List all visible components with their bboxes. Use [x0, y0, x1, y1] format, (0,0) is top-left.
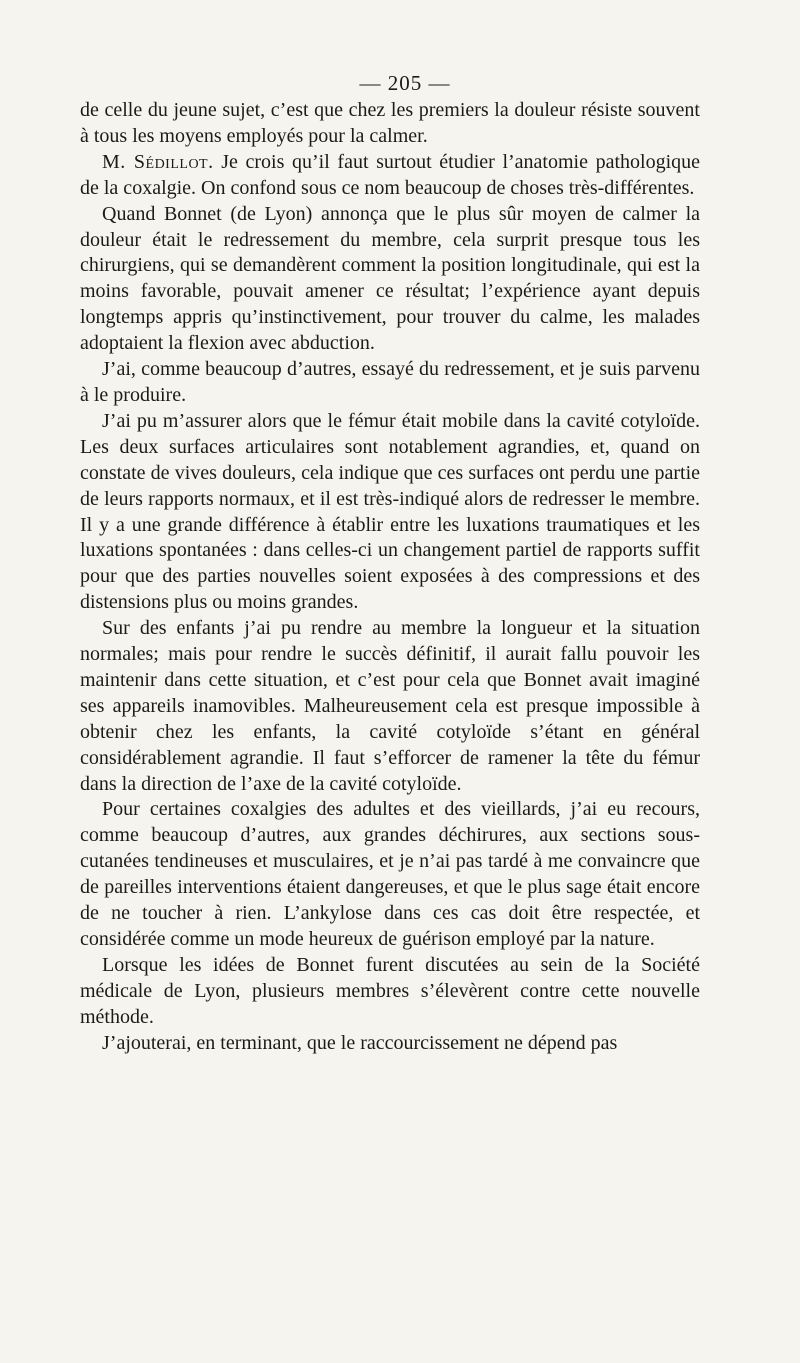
paragraph-8: Lorsque les idées de Bonnet furent discutées au sein de la Société médicale de Lyon, plusieurs membres s’élevèrent contre cette nouvelle méthode.	[80, 953, 700, 1028]
paragraph-1: de celle du jeune sujet, c’est que chez les premiers la douleur résiste souvent à tous les moyens employés pour la calmer.	[80, 99, 700, 147]
body-text	[80, 98, 700, 1057]
paragraph-5: J’ai pu m’assurer alors que le fémur était mobile dans la cavité cotyloïde. Les deux surfaces articulaires sont notablement agrandies, et, quand on constate de vives douleurs, cela indique que ces surfaces ont perdu une partie de leurs rapports normaux, et il est très-indiqué alors de redresser le membre. Il y a une grande différence à établir entre les luxations traumatiques et les luxations spontanées : dans celles-ci un changement partiel de rapports suffit pour que des parties nouvelles soient exposées à des compressions et des distensions plus ou moins grandes.	[80, 409, 700, 614]
paragraph-9: J’ajouterai, en terminant, que le raccourcissement ne dépend pas	[102, 1031, 618, 1054]
paragraph-3: Quand Bonnet (de Lyon) annonça que le plus sûr moyen de calmer la douleur était le redressement du membre, cela surprit presque tous les chirurgiens, qui se demandèrent comment la position longitudinale, qui est la moins favorable, pouvait amener ce résultat; l’expérience ayant depuis longtemps appris qu’instinctivement, pour trouver du calme, les malades adoptaient la flexion avec abduction.	[80, 202, 700, 355]
paragraph-2	[80, 150, 700, 202]
page-number: — 205 —	[359, 71, 451, 95]
paragraph-4: J’ai, comme beaucoup d’autres, essayé du redressement, et je suis parvenu à le produire.	[80, 358, 700, 406]
paragraph-2-text: Je crois qu’il faut surtout étudier l’anatomie pathologique de la coxalgie. On confond sous ce nom beaucoup de choses très-différentes.	[80, 150, 700, 199]
paragraph-7: Pour certaines coxalgies des adultes et des vieillards, j’ai eu recours, comme beaucoup d’autres, aux grandes déchirures, aux sections sous-cutanées tendineuses et musculaires, et je n’ai pas tardé à me convaincre que de pareilles interventions étaient dangereuses, et que le plus sage était encore de ne toucher à rien. L’ankylose dans ces cas doit être respectée, et considérée comme un mode heureux de guérison employé par la nature.	[80, 798, 700, 950]
paragraph-6: Sur des enfants j’ai pu rendre au membre la longueur et la situation normales; mais pour rendre le succès définitif, il aurait fallu pouvoir les maintenir dans cette situation, et c’est pour cela que Bonnet avait imaginé ses appareils inamovibles. Malheureusement cela est presque impossible à obtenir chez les enfants, la cavité cotyloïde s’étant en général considérablement agrandie. Il faut s’efforcer de ramener la tête du fémur dans la direction de l’axe de la cavité cotyloïde.	[80, 617, 700, 795]
speaker-name: M. Sédillot.	[102, 150, 214, 173]
